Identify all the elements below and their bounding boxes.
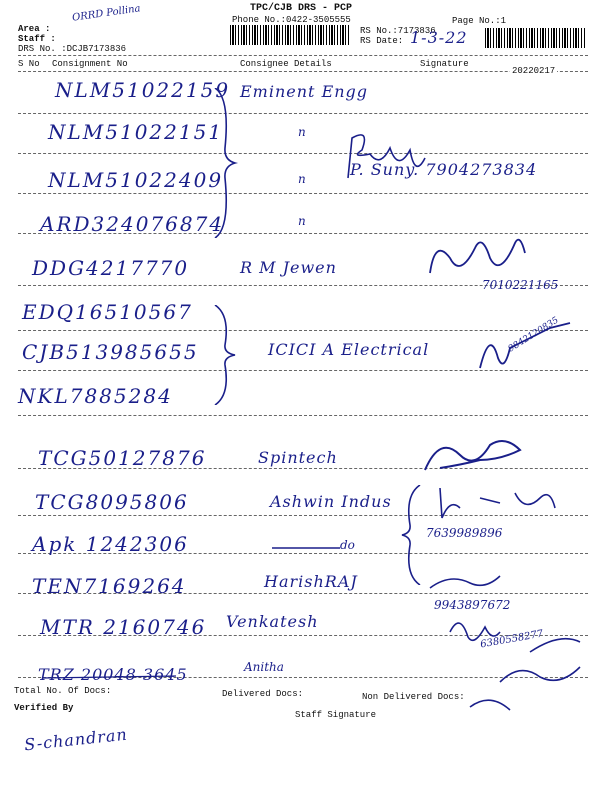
- row-consignment: TEN7169264: [32, 574, 187, 598]
- row-consignment: TRZ 20048 3645: [38, 665, 188, 684]
- row-consignment: NLM51022151: [48, 120, 224, 144]
- row-consignee: Venkatesh: [226, 612, 319, 631]
- row-consignee: R M Jewen: [240, 258, 337, 277]
- signature-scribble: [440, 612, 590, 722]
- row-divider: [18, 193, 588, 194]
- signature-note: 9943897672: [434, 598, 511, 612]
- barcode-icon: [230, 25, 350, 45]
- verified-by-label: Verified By: [14, 703, 74, 713]
- row-divider: [18, 153, 588, 154]
- phone-number: Phone No.:0422-3505555: [232, 15, 351, 25]
- row-consignee: n: [298, 214, 306, 228]
- signature-scribble: [470, 315, 580, 378]
- row-consignment: Apk 1242306: [32, 532, 189, 556]
- row-consignment: NLM51022409: [48, 168, 224, 192]
- underline-stroke: [270, 540, 350, 554]
- row-consignment: CJB513985655: [22, 340, 199, 364]
- signature-note: 9842120835: [506, 315, 561, 355]
- row-divider: [18, 415, 588, 416]
- grouping-brace: [210, 88, 240, 238]
- col-sno: S No: [18, 59, 40, 69]
- rs-date-value: 1-3-22: [410, 28, 468, 47]
- date-code: 20220217: [512, 66, 556, 76]
- report-title: TPC/CJB DRS - PCP: [250, 3, 353, 14]
- underline-stroke: [40, 670, 180, 684]
- row-consignment: ARD324076874: [40, 212, 225, 236]
- row-divider: [18, 113, 588, 114]
- barcode-icon: [485, 28, 585, 48]
- signature-note: 6380558277: [479, 628, 545, 651]
- staff-signature-label: Staff Signature: [295, 710, 377, 720]
- drs-number: DRS No. :DCJB7173836: [18, 44, 127, 54]
- row-consignee: HarishRAJ: [264, 572, 358, 591]
- non-delivered-docs-label: Non Delivered Docs:: [362, 692, 465, 702]
- row-consignment: DDG4217770: [32, 256, 190, 280]
- row-consignee: Ashwin Indus: [270, 492, 392, 511]
- col-consignee: Consignee Details: [240, 59, 332, 69]
- col-consignment: Consignment No: [52, 59, 128, 69]
- signature-note: 7639989896: [426, 526, 503, 540]
- row-consignment: NKL7885284: [18, 384, 173, 408]
- grouping-brace: [210, 305, 240, 405]
- row-consignment: TCG8095806: [35, 490, 189, 514]
- rs-date-label: RS Date:: [360, 36, 404, 46]
- row-consignment: TCG50127876: [38, 446, 207, 470]
- row-consignment: NLM51022159: [55, 78, 231, 102]
- signature-note: P. Suny. 7904273834: [350, 160, 538, 179]
- signature-scribble: [420, 430, 530, 480]
- delivered-docs-label: Delivered Docs:: [222, 689, 304, 699]
- divider: [18, 71, 588, 72]
- row-consignee: n: [298, 125, 306, 139]
- row-consignment: MTR 2160746: [40, 615, 207, 639]
- divider: [18, 55, 588, 56]
- area-label: Area :: [18, 24, 51, 34]
- total-docs-label: Total No. Of Docs:: [14, 686, 112, 696]
- row-consignee: n: [298, 172, 306, 186]
- area-handwritten: ORRD Pollina: [71, 3, 142, 24]
- signature-scribble: [430, 478, 560, 528]
- row-consignee: Anitha: [244, 660, 284, 674]
- verifier-signature: S-chandran: [23, 724, 129, 755]
- page-number: Page No.:1: [452, 16, 507, 26]
- signature-scribble: [425, 568, 505, 598]
- signature-note: 7010221165: [482, 278, 559, 292]
- row-consignee: Eminent Engg: [240, 82, 369, 101]
- signature-scribble: [340, 128, 430, 188]
- row-consignee: do: [340, 538, 355, 552]
- col-signature: Signature: [420, 59, 469, 69]
- row-consignee: Spintech: [258, 448, 338, 467]
- rs-number: RS No.:7173836: [360, 26, 436, 36]
- row-consignment: EDQ16510567: [22, 300, 193, 324]
- staff-label: Staff :: [18, 34, 56, 44]
- row-consignee: ICICI A Electrical: [268, 340, 430, 359]
